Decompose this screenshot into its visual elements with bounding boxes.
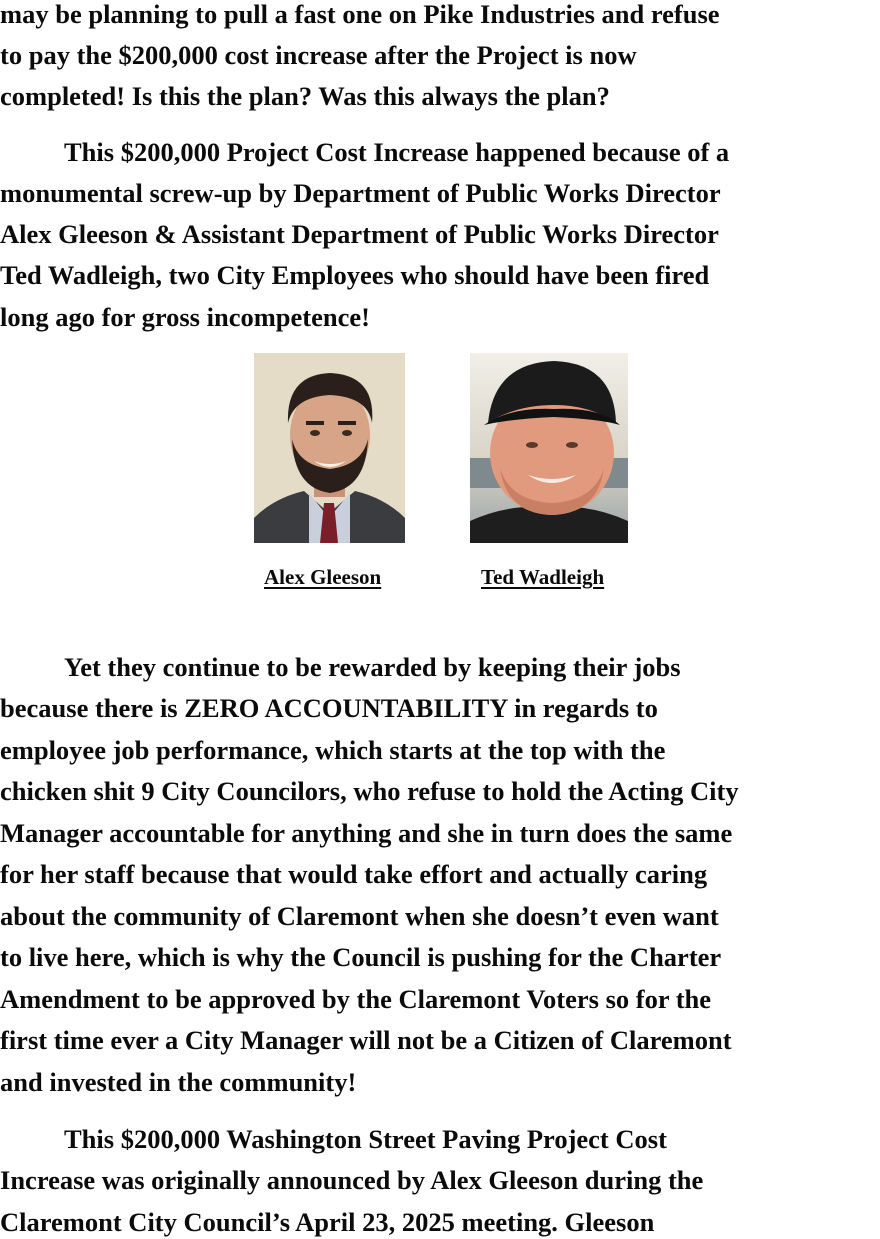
text-line: about the community of Claremont when she doesn’t even want (0, 901, 719, 931)
text-line: may be planning to pull a fast one on Pike Industries and refuse (0, 0, 720, 29)
text-line: completed! Is this the plan? Was this always the plan? (0, 81, 610, 111)
text-line: first time ever a City Manager will not be a Citizen of Claremont (0, 1025, 732, 1055)
portrait-image (254, 353, 405, 543)
text-line: Increase was originally announced by Alex Gleeson during the (0, 1165, 704, 1195)
text-line: Alex Gleeson & Assistant Department of Public Works Director (0, 219, 719, 249)
text-line: chicken shit 9 City Councilors, who refuse to hold the Acting City (0, 776, 739, 806)
text-line: to live here, which is why the Council is pushing for the Charter (0, 942, 722, 972)
text-line: Manager accountable for anything and she in turn does the same (0, 818, 733, 848)
text-line: Yet they continue to be rewarded by keeping their jobs (64, 652, 681, 682)
text-line: Amendment to be approved by the Claremont Voters so for the (0, 984, 712, 1014)
photo-caption-ted-wadleigh: Ted Wadleigh (481, 565, 605, 589)
text-line: and invested in the community! (0, 1067, 357, 1097)
text-line: to pay the $200,000 cost increase after the Project is now (0, 40, 637, 70)
text-line: because there is ZERO ACCOUNTABILITY in regards to (0, 693, 658, 723)
text-line: This $200,000 Project Cost Increase happened because of a (64, 137, 730, 167)
text-line: long ago for gross incompetence! (0, 302, 370, 332)
ted-wadleigh-photo (470, 353, 628, 543)
text-line: for her staff because that would take effort and actually caring (0, 859, 708, 889)
alex-gleeson-photo (254, 353, 405, 543)
text-line: employee job performance, which starts at the top with the (0, 735, 666, 765)
text-line: This $200,000 Washington Street Paving Project Cost (64, 1124, 667, 1154)
text-line: Ted Wadleigh, two City Employees who should have been fired (0, 260, 710, 290)
text-line: Claremont City Council’s April 23, 2025 meeting. Gleeson (0, 1207, 655, 1237)
portrait-image (470, 353, 628, 543)
text-line: monumental screw-up by Department of Public Works Director (0, 178, 721, 208)
photo-caption-alex-gleeson: Alex Gleeson (264, 565, 382, 589)
